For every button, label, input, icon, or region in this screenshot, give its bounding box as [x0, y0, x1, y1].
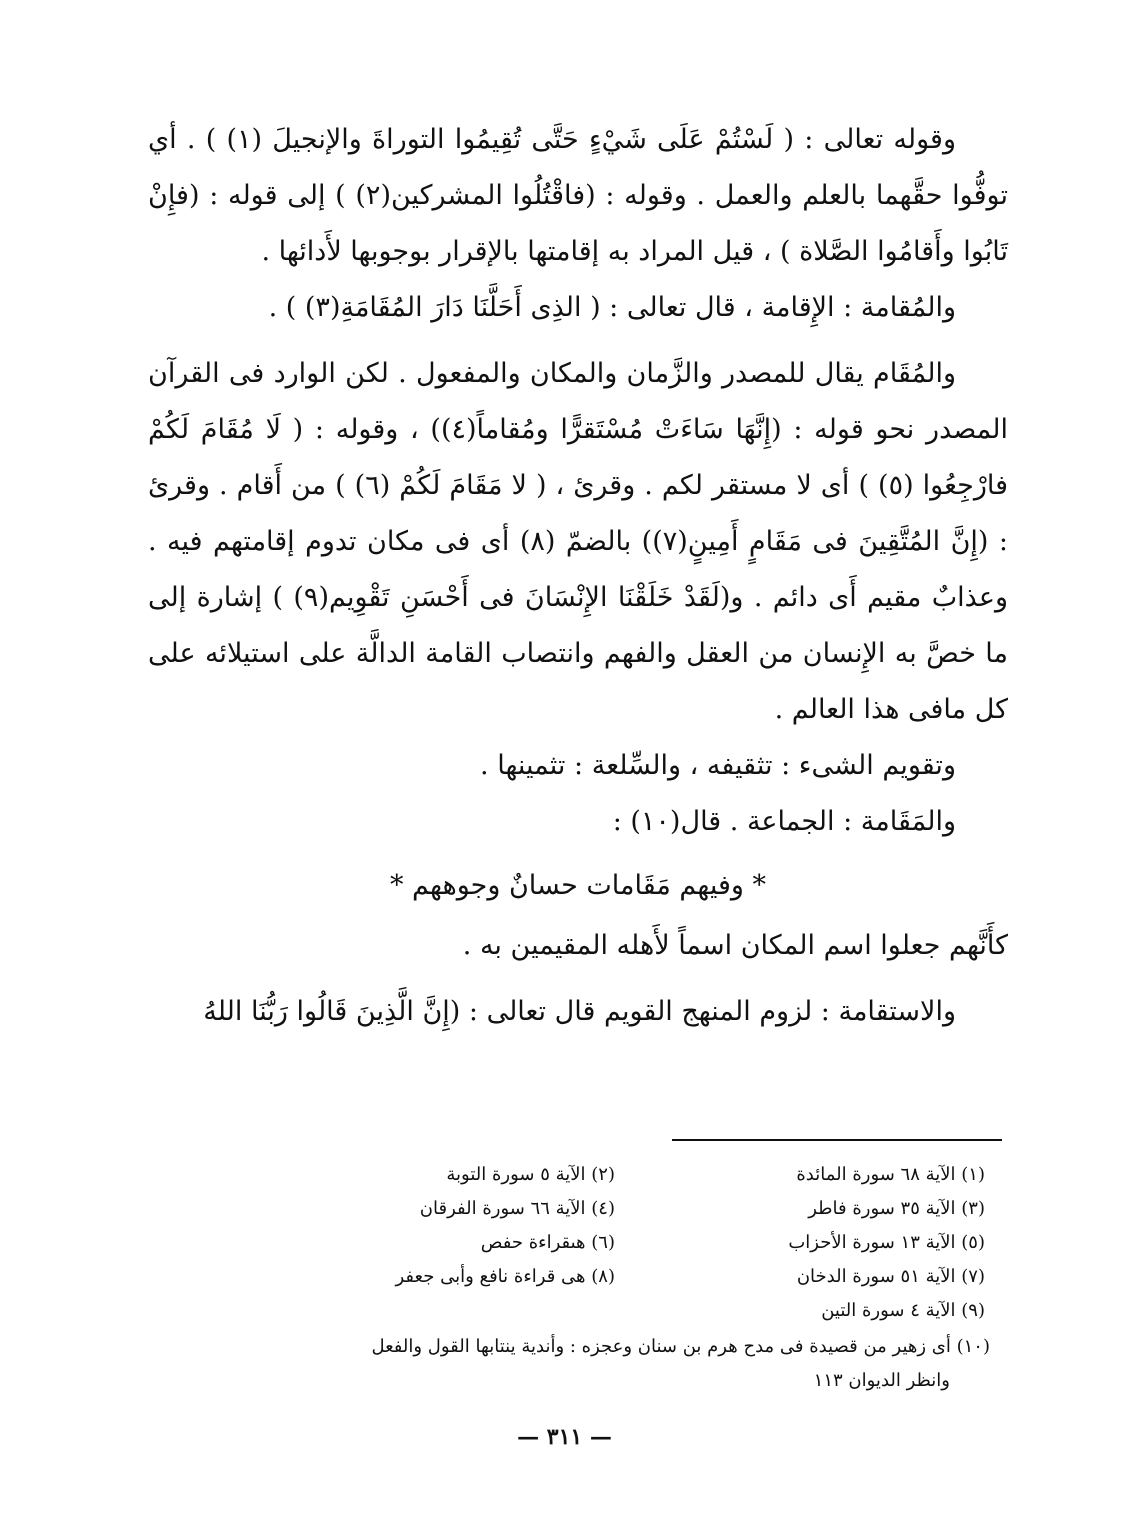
- footnote-6: (٦) هىقراءة حفص: [480, 1232, 615, 1253]
- footnote-10-continuation: وانظر الديوان ١١٣: [813, 1370, 950, 1391]
- paragraph-2: والمُقامة : الإِقامة ، قال تعالى : ( الذِى أَحَلَّنَا دَارَ المُقَامَةِ(٣) ) .: [268, 292, 956, 323]
- footnote-4: (٤) الآية ٦٦ سورة الفرقان: [419, 1198, 615, 1219]
- footnote-8: (٨) هى قراءة نافع وأبى جعفر: [395, 1266, 615, 1287]
- footnote-10-block: [280, 1330, 990, 1398]
- paragraph-1: وقوله تعالى : ( لَسْتُمْ عَلَى شَيْءٍ حَتَّى تُقِيمُوا التوراةَ والإنجيلَ (١) ) . أي توفُّوا حقَّهما بالعلم والعمل . وقوله : (فاقْتُلُوا المشركين(٢) ) إلى قوله : (فإِنْ تَابُوا وأَقامُوا الصَّلاة ) ، قيل المراد به إقامتها بالإقرار بوجوبها لأَدائها .: [148, 124, 1008, 267]
- footnote-divider: [672, 1139, 1002, 1141]
- footnotes: [285, 1158, 985, 1328]
- paragraph-5: والمَقَامة : الجماعة . قال(١٠) :: [612, 806, 956, 837]
- page-number: — ٣١١ —: [517, 1424, 612, 1450]
- footnote-1: (١) الآية ٦٨ سورة المائدة: [796, 1164, 985, 1185]
- poetry-verse: * وفيهم مَقَامات حسانٌ وجوههم *: [389, 870, 767, 901]
- paragraph-3: والمُقَام يقال للمصدر والزَّمان والمكان والمفعول . لكن الوارد فى القرآن المصدر نحو قوله : (إِنَّهَا سَاءَتْ مُسْتَقرًّا ومُقاماً(٤)) ، وقوله : ( لَا مُقَامَ لَكُمْ فارْجِعُوا (٥) ) أى لا مستقر لكم . وقرئ ، ( لا مَقَامَ لَكُمْ (٦) ) من أَقام . وقرئ : (إِنَّ المُتَّقِينَ فى مَقَامٍ أَمِينٍ(٧)) بالضمّ (٨) أى فى مكان تدوم إقامتهم فيه . وعذابٌ مقيم أَى دائم . و(لَقَدْ خَلَقْنَا الإِنْسَانَ فى أَحْسَنِ تَقْوِيم(٩) ) إشارة إلى ما خصَّ به الإِنسان من العقل والفهم وانتصاب القامة الدالَّة على استيلائه على كل مافى هذا العالم .: [148, 358, 1008, 725]
- footnote-5: (٥) الآية ١٣ سورة الأحزاب: [788, 1232, 985, 1253]
- footnote-10: (١٠) أى زهير من قصيدة فى مدح هرم بن سنان وعجزه : وأندية ينتابها القول والفعل: [371, 1336, 990, 1357]
- footnote-2: (٢) الآية ٥ سورة التوبة: [446, 1164, 615, 1185]
- main-text: [148, 112, 1008, 1040]
- footnote-3: (٣) الآية ٣٥ سورة فاطر: [808, 1198, 985, 1219]
- paragraph-last: والاستقامة : لزوم المنهج القويم قال تعالى : (إِنَّ الَّذِينَ قَالُوا رَبُّنَا اللهُ: [203, 996, 956, 1027]
- paragraph-4: وتقويم الشىء : تثقيفه ، والسِّلعة : تثمينها .: [480, 750, 956, 781]
- paragraph-after-verse: كأَنَّهم جعلوا اسم المكان اسماً لأَهله المقيمين به .: [462, 930, 1008, 961]
- footnote-7: (٧) الآية ٥١ سورة الدخان: [796, 1266, 985, 1287]
- footnote-9: (٩) الآية ٤ سورة التين: [821, 1300, 985, 1321]
